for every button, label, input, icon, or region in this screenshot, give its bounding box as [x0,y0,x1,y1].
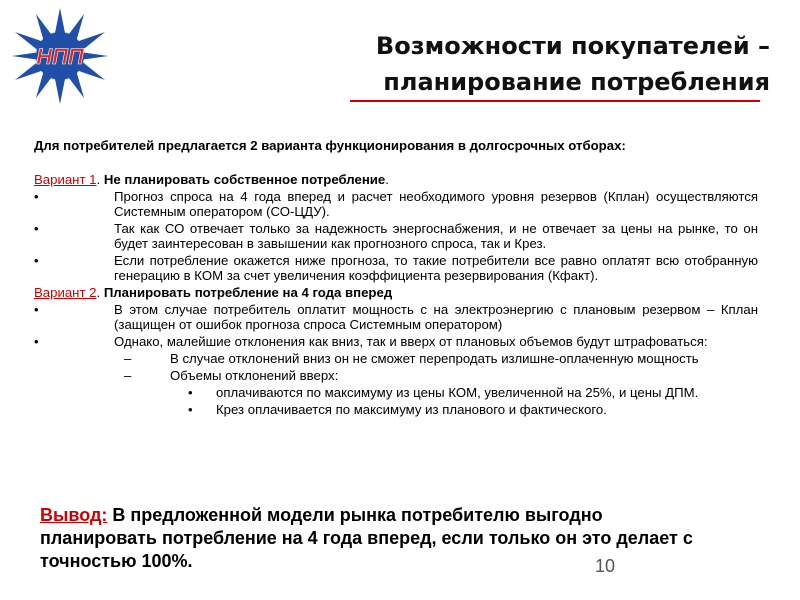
variant-1-heading: Вариант 1. Не планировать собственное потребление. [34,172,389,187]
bullet-icon: • [188,385,193,400]
list-item: • В этом случае потребитель оплатит мощность с на электроэнергию с плановым резервом – Кплан (защищен от ошибок прогноза спроса Системным оператором) [34,302,758,332]
main-content [34,138,758,419]
dash-icon: – [124,351,132,366]
intro-text: Для потребителей предлагается 2 варианта функционирования в долгосрочных отборах: [34,138,626,153]
conclusion-label: Вывод: [40,505,108,525]
dash-icon: – [124,368,132,383]
title-line-2: планирование потребления [383,68,770,96]
list-item: • Прогноз спроса на 4 года вперед и расчет необходимого уровня резервов (Кплан) осуществляются Системным оператором (СО-ЦДУ). [34,189,758,219]
sub-list-item: – В случае отклонений вниз он не сможет перепродать излишне-оплаченную мощность [124,351,699,366]
list-item: • Так как СО отвечает только за надежность энергоснабжения, и не отвечает за цены на рынке, то он будет заинтересован в завышении как прогнозного спроса, так и Крез. [34,221,758,251]
bullet-icon: • [34,302,39,317]
list-item: • Если потребление окажется ниже прогноза, то такие потребители все равно оплатят всю отобранную генерацию в КОМ за счет увеличения коэффициента резервирования (Кфакт). [34,253,758,283]
logo [10,6,110,106]
page-number: 10 [595,556,616,576]
conclusion-text: В предложенной модели рынка потребителю выгодно планировать потребление на 4 года вперед, если только он это делает с точностью 100%. [40,505,693,571]
bullet-icon: • [34,253,39,268]
sub-list-item: – Объемы отклонений вверх: [124,368,339,383]
bullet-icon: • [188,402,193,417]
star-logo-icon [10,6,110,106]
title-underline [350,100,760,102]
variant-1-text: Не планировать собственное потребление [103,172,386,187]
variant-2-heading: Вариант 2. Планировать потребление на 4 года вперед [34,285,393,300]
bullet-icon: • [34,189,39,204]
list-item: • Однако, малейшие отклонения как вниз, так и вверх от плановых объемов будут штрафоваться: [34,334,708,349]
sub-sub-list-item: • оплачиваются по максимуму из цены КОМ, увеличенной на 25%, и цены ДПМ. [188,385,699,400]
sub-sub-list-item: • Крез оплачивается по максимуму из планового и фактического. [188,402,607,417]
page-title [150,28,770,100]
title-line-1: Возможности покупателей – [375,32,770,60]
variant-2-label: Вариант 2 [34,285,97,300]
bullet-icon: • [34,221,39,236]
logo-text: НПП [36,44,84,69]
variant-2-text: Планировать потребление на 4 года вперед [103,285,393,300]
variant-1-label: Вариант 1 [34,172,97,187]
bullet-icon: • [34,334,39,349]
